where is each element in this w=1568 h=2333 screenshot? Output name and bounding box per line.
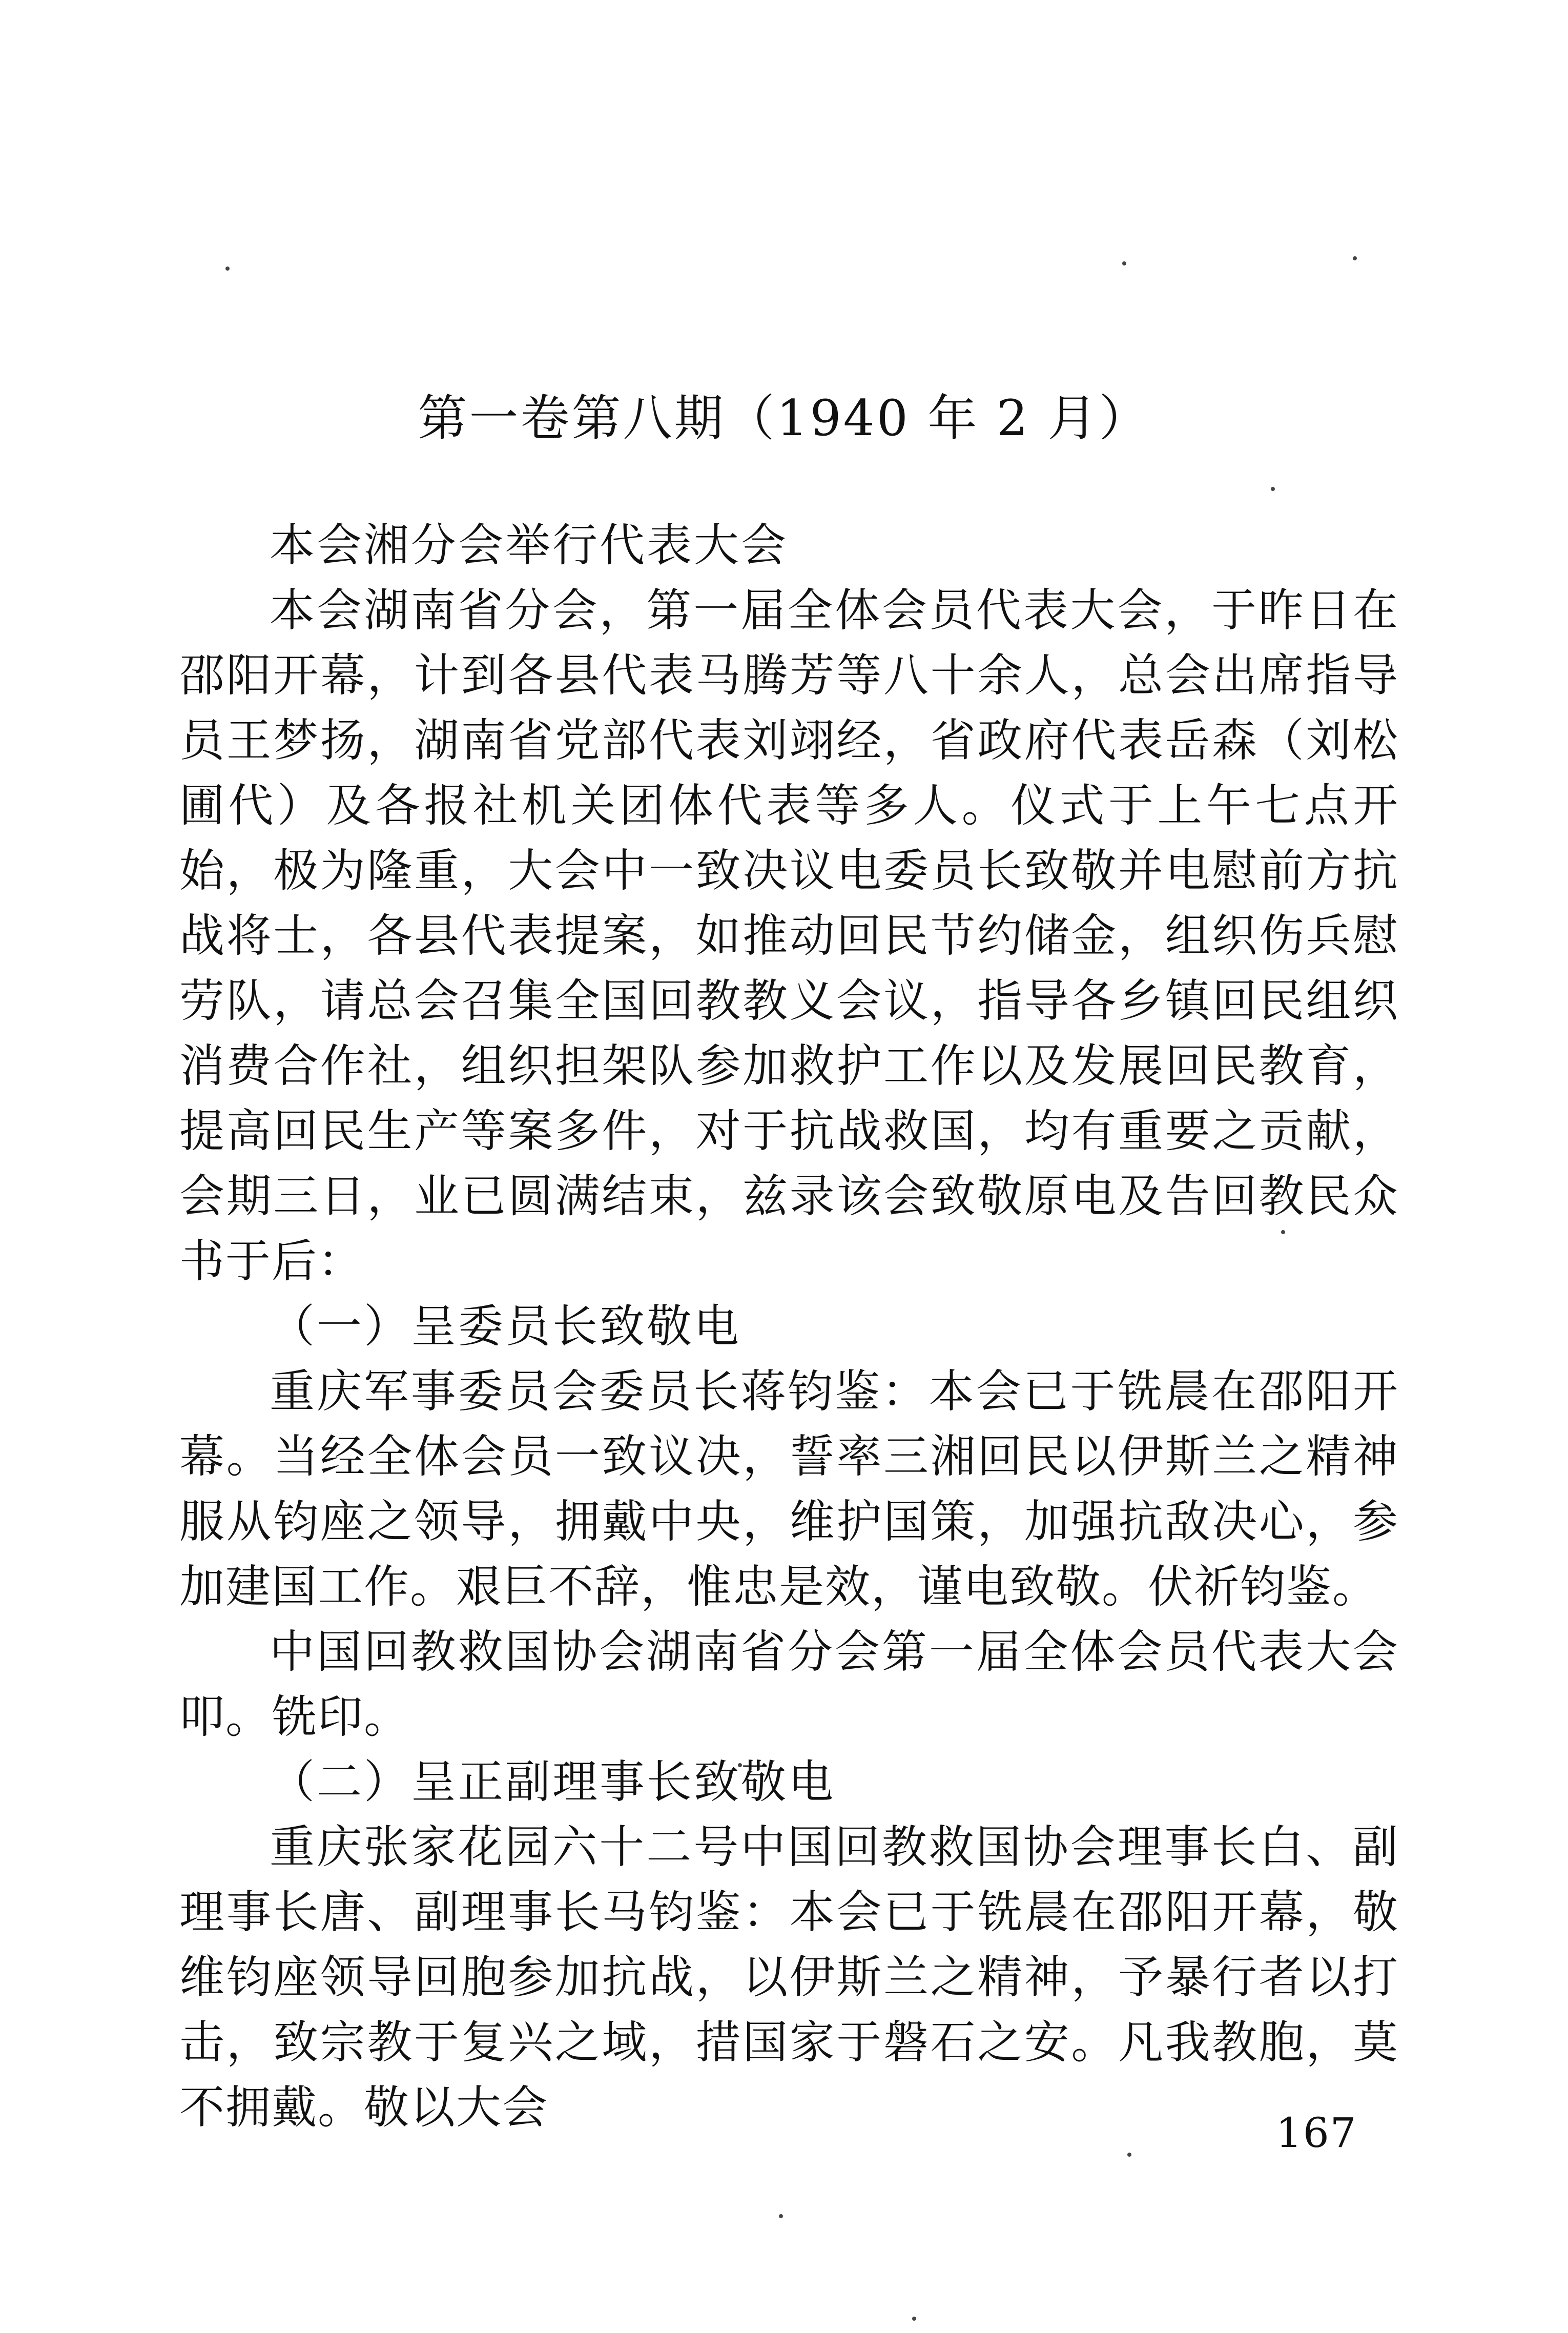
scan-speck [1122, 261, 1126, 265]
scan-speck [779, 2214, 783, 2218]
scan-speck [1127, 2153, 1131, 2157]
article-paragraph: 本会湖南省分会，第一届全体会员代表大会，于昨日在邵阳开幕，计到各县代表马腾芳等八十余人，总会出席指导员王梦扬，湖南省党部代表刘翊经，省政府代表岳森（刘松圃代）及各报社机关团体代表等多人。仪式于上午七点开始，极为隆重，大会中一致决议电委员长致敬并电慰前方抗战将士，各县代表提案，如推动回民节约储金，组织伤兵慰劳队，请总会召集全国回教教义会议，指导各乡镇回民组织消费合作社，组织担架队参加救护工作以及发展回民教育，提高回民生产等案多件，对于抗战救国，均有重要之贡献，会期三日，业已圆满结束，兹录该会致敬原电及告回教民众书于后： [179, 584, 1399, 1287]
scan-speck [225, 267, 230, 271]
page-number: 167 [1276, 2109, 1357, 2157]
section-heading: （二）呈正副理事长致敬电 [270, 1755, 836, 1808]
signature-paragraph: 中国回教救国协会湖南省分会第一届全体会员代表大会叩。铣印。 [179, 1625, 1399, 1743]
article-headline: 本会湘分会举行代表大会 [270, 519, 789, 571]
section-heading: （一）呈委员长致敬电 [270, 1300, 741, 1353]
telegram-paragraph: 重庆张家花园六十二号中国回教救国协会理事长白、副理事长唐、副理事长马钧鉴：本会已于铣晨在邵阳开幕，敬维钧座领导回胞参加抗战，以伊斯兰之精神，予暴行者以打击，致宗教于复兴之域，措国家于磐石之安。凡我教胞，莫不拥戴。敬以大会 [179, 1820, 1399, 2134]
scan-speck [1353, 256, 1357, 260]
scan-speck [1271, 487, 1275, 491]
scan-speck [912, 2317, 916, 2321]
telegram-paragraph: 重庆军事委员会委员长蒋钧鉴：本会已于铣晨在邵阳开幕。当经全体会员一致议决，誓率三湘回民以伊斯兰之精神服从钧座之领导，拥戴中央，维护国策，加强抗敌决心，参加建国工作。艰巨不辞，惟忠是效，谨电致敬。伏祈钧鉴。 [179, 1365, 1399, 1613]
article-body [179, 513, 1399, 2140]
issue-title: 第一卷第八期（1940 年 2 月） [418, 390, 1150, 447]
